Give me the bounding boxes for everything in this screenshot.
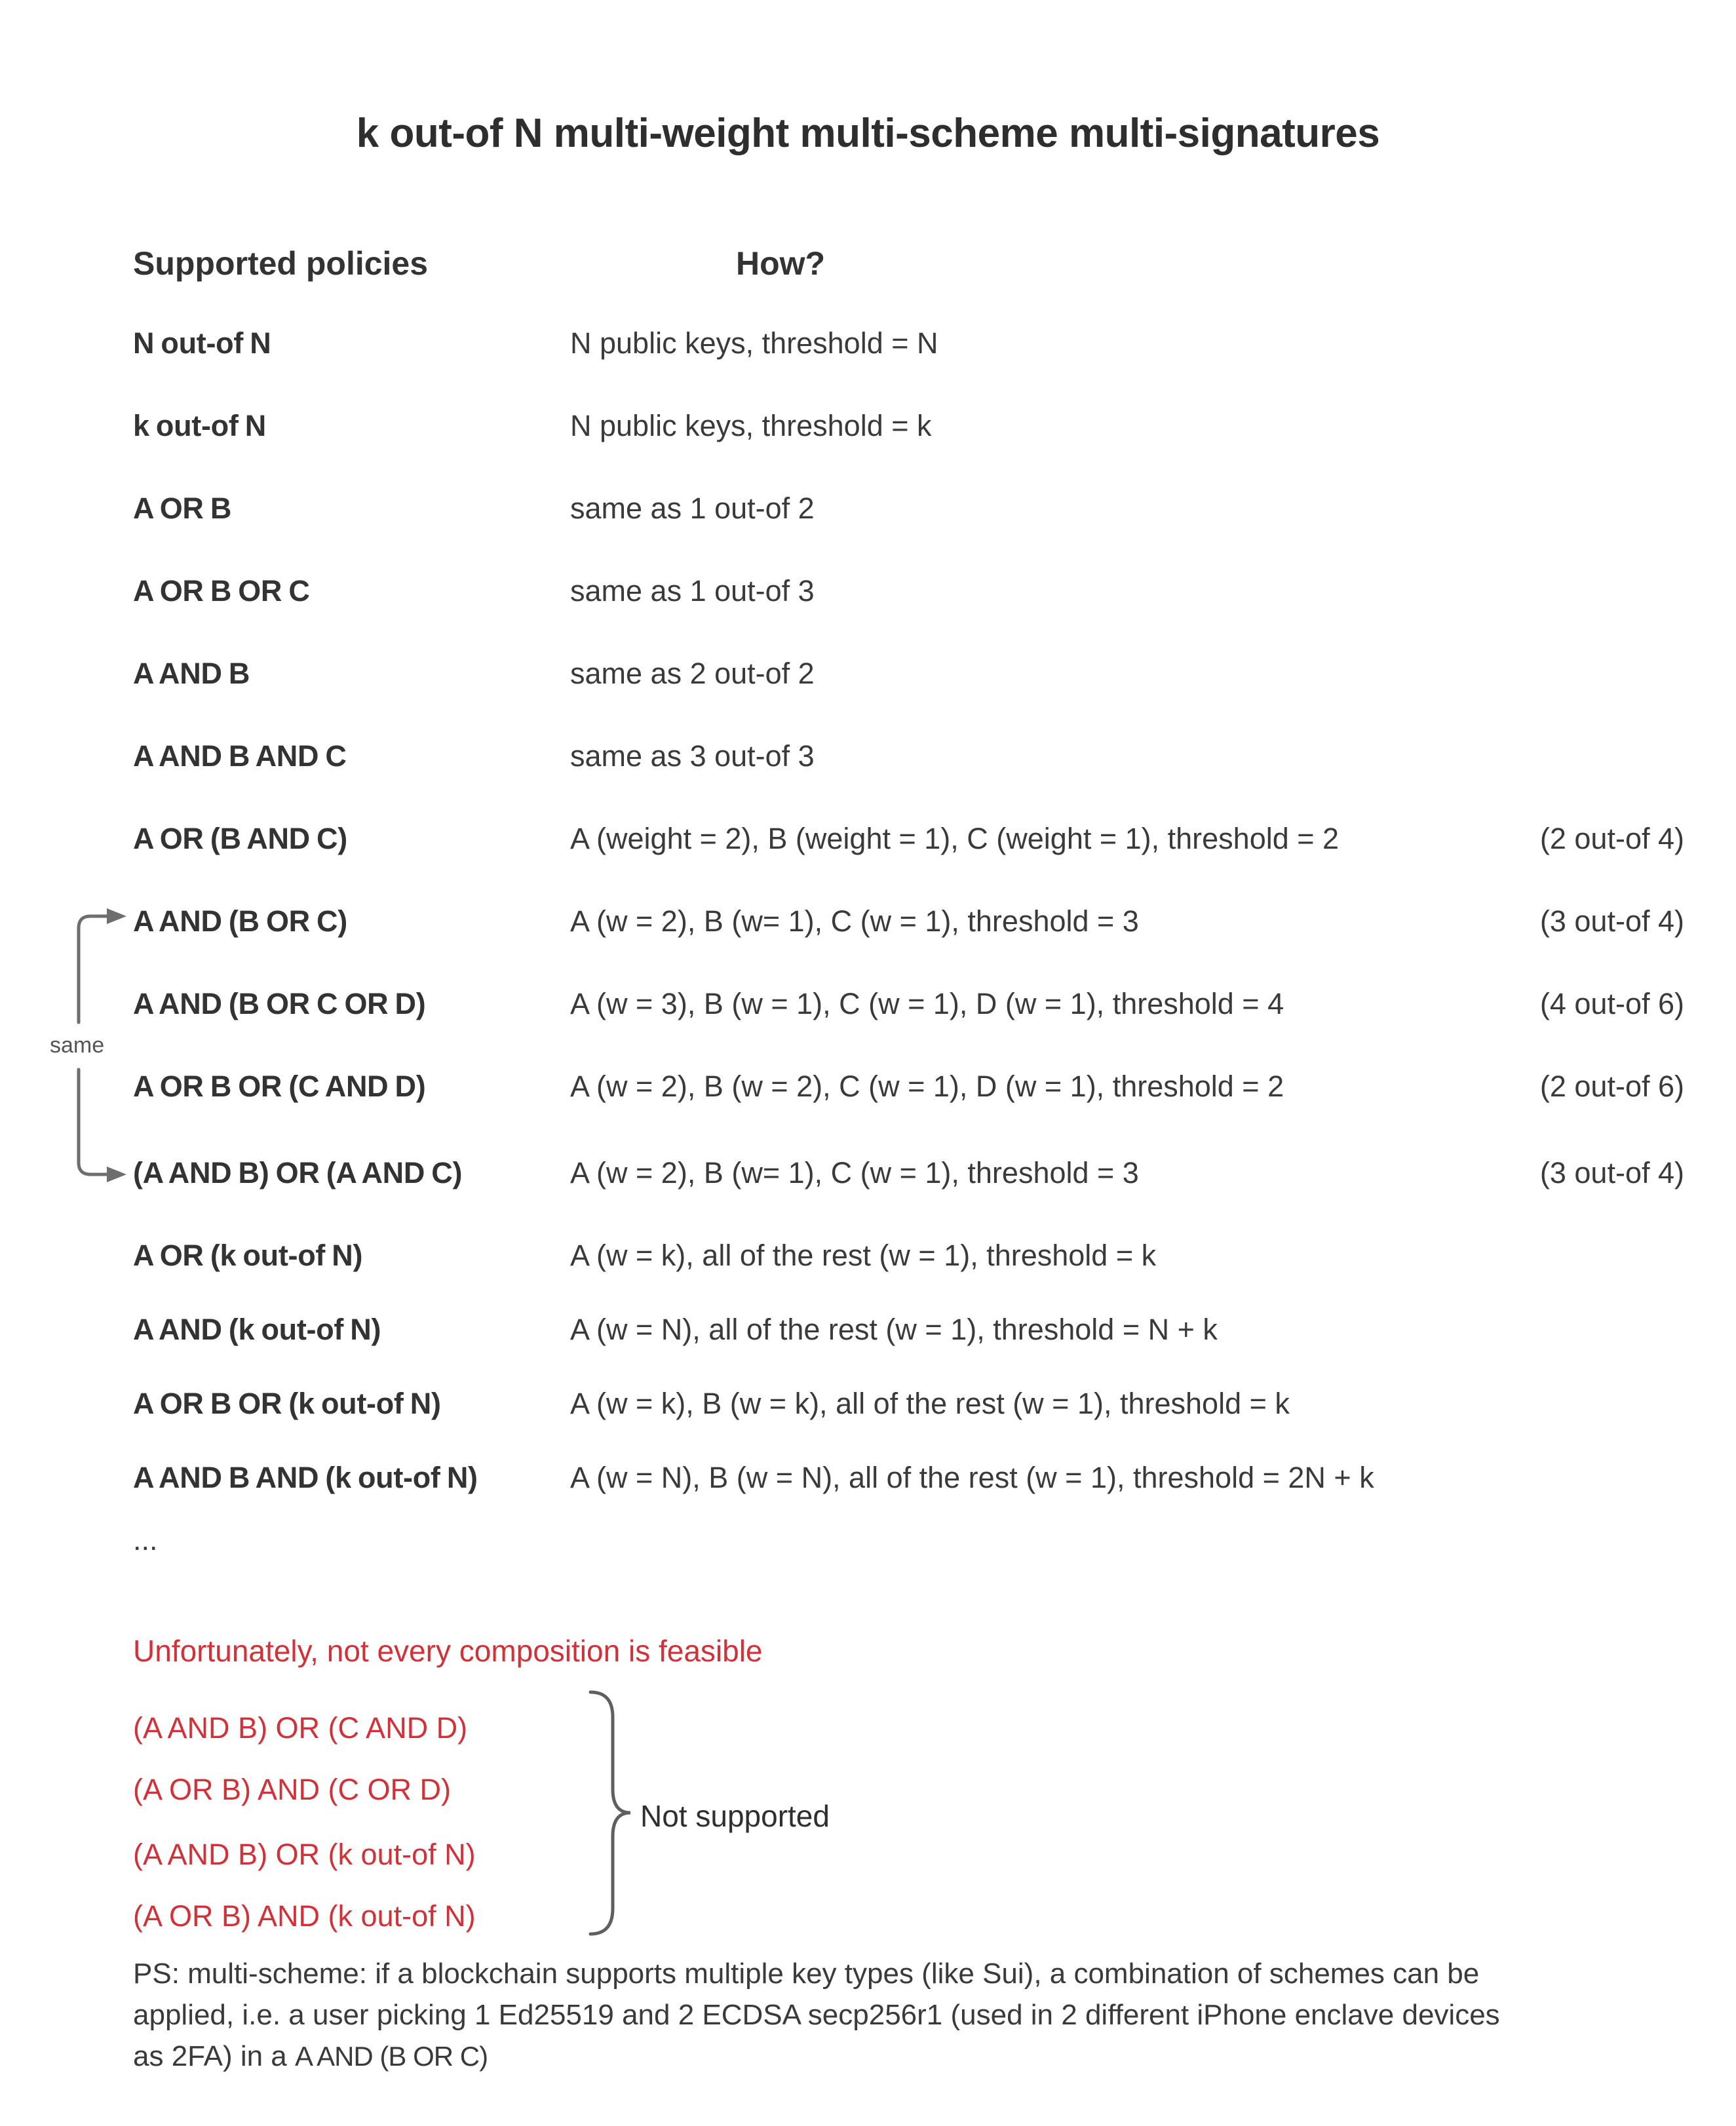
infeasible-item: (A OR B) AND (k out-of N): [133, 1899, 476, 1933]
table-row: [133, 737, 1684, 776]
policy-cell: k out-of N: [133, 409, 266, 442]
arrowhead-icon: [107, 1167, 126, 1182]
policy-cell: A OR (k out-of N): [133, 1239, 363, 1272]
how-cell: A (w = k), all of the rest (w = 1), threshold = k: [570, 1239, 1157, 1272]
outof-annotation: (2 out-of 4): [1539, 822, 1684, 855]
column-header-how: How?: [736, 245, 826, 282]
table-ellipsis: ...: [133, 1523, 158, 1556]
outof-annotation: (4 out-of 6): [1539, 987, 1684, 1020]
how-cell: same as 2 out-of 2: [570, 657, 815, 690]
policy-cell: N out-of N: [133, 326, 271, 360]
arrowhead-icon: [107, 908, 126, 924]
table-row: [133, 654, 1684, 693]
table-row: [133, 1458, 1684, 1498]
ps-line-3: [133, 2036, 1500, 2077]
policy-cell: A AND B AND (k out-of N): [133, 1461, 478, 1494]
how-cell: N public keys, threshold = k: [570, 409, 932, 442]
how-cell: N public keys, threshold = N: [570, 326, 938, 360]
same-label: same: [50, 1033, 105, 1058]
how-cell: A (weight = 2), B (weight = 1), C (weight = 1), threshold = 2: [570, 822, 1340, 855]
outof-annotation: (3 out-of 4): [1539, 904, 1684, 938]
how-cell: A (w = N), all of the rest (w = 1), threshold = N + k: [570, 1313, 1218, 1346]
ps-note: [133, 1953, 1500, 2077]
table-row: [133, 1384, 1684, 1423]
ps-line-3-prefix: as 2FA) in a: [133, 2040, 296, 2072]
infeasible-item: (A AND B) OR (k out-of N): [133, 1838, 476, 1871]
policy-cell: A AND (B OR C OR D): [133, 987, 426, 1020]
how-cell: A (w = N), B (w = N), all of the rest (w = 1), threshold = 2N + k: [570, 1461, 1374, 1494]
infeasible-item: (A AND B) OR (C AND D): [133, 1711, 468, 1745]
ps-line-2: applied, i.e. a user picking 1 Ed25519 and 2 ECDSA secp256r1 (used in 2 different iPhone enclave devices: [133, 1999, 1500, 2031]
how-cell: same as 1 out-of 2: [570, 492, 815, 525]
how-cell: A (w = 2), B (w = 2), C (w = 1), D (w = 1), threshold = 2: [570, 1070, 1284, 1103]
policy-cell: A OR B: [133, 492, 232, 525]
ps-line-1: PS: multi-scheme: if a blockchain supports multiple key types (like Sui), a combination of schemes can be: [133, 1958, 1480, 1990]
table-row: [133, 1067, 1684, 1106]
table-row: [133, 324, 1684, 363]
policy-cell: A AND (k out-of N): [133, 1313, 381, 1346]
page-title: k out-of N multi-weight multi-scheme multi-signatures: [356, 111, 1380, 156]
table-row: [133, 1153, 1684, 1193]
how-cell: same as 3 out-of 3: [570, 739, 815, 773]
policy-cell: A AND (B OR C): [133, 904, 347, 938]
infeasible-heading: Unfortunately, not every composition is feasible: [133, 1634, 763, 1668]
policy-cell: A OR (B AND C): [133, 822, 347, 855]
table-header-row: [133, 244, 1684, 283]
table-row: [133, 902, 1684, 941]
table-row: [133, 489, 1684, 528]
how-cell: A (w = 3), B (w = 1), C (w = 1), D (w = 1), threshold = 4: [570, 987, 1284, 1020]
table-row: [133, 1236, 1684, 1275]
policy-cell: A OR B OR C: [133, 574, 310, 608]
policy-cell: A OR B OR (k out-of N): [133, 1387, 441, 1420]
table-row: [133, 406, 1684, 446]
outof-annotation: (3 out-of 4): [1539, 1156, 1684, 1189]
policy-cell: A AND B: [133, 657, 250, 690]
outof-annotation: (2 out-of 6): [1539, 1070, 1684, 1103]
infeasible-item: (A OR B) AND (C OR D): [133, 1773, 452, 1806]
how-cell: A (w = k), B (w = k), all of the rest (w = 1), threshold = k: [570, 1387, 1290, 1420]
table-row: [133, 984, 1684, 1024]
policy-cell: (A AND B) OR (A AND C): [133, 1156, 463, 1189]
policy-cell: A AND B AND C: [133, 739, 347, 773]
policy-cell: A OR B OR (C AND D): [133, 1070, 426, 1103]
how-cell: A (w = 2), B (w= 1), C (w = 1), threshold = 3: [570, 1156, 1139, 1189]
table-row: [133, 819, 1684, 859]
table-row: [133, 1310, 1684, 1349]
not-supported-label: Not supported: [640, 1799, 830, 1833]
table-row: [133, 571, 1684, 611]
ps-formula: A AND (B OR C): [295, 2041, 488, 2072]
how-cell: A (w = 2), B (w= 1), C (w = 1), threshold = 3: [570, 904, 1139, 938]
column-header-supported-policies: Supported policies: [133, 245, 429, 282]
how-cell: same as 1 out-of 3: [570, 574, 815, 608]
